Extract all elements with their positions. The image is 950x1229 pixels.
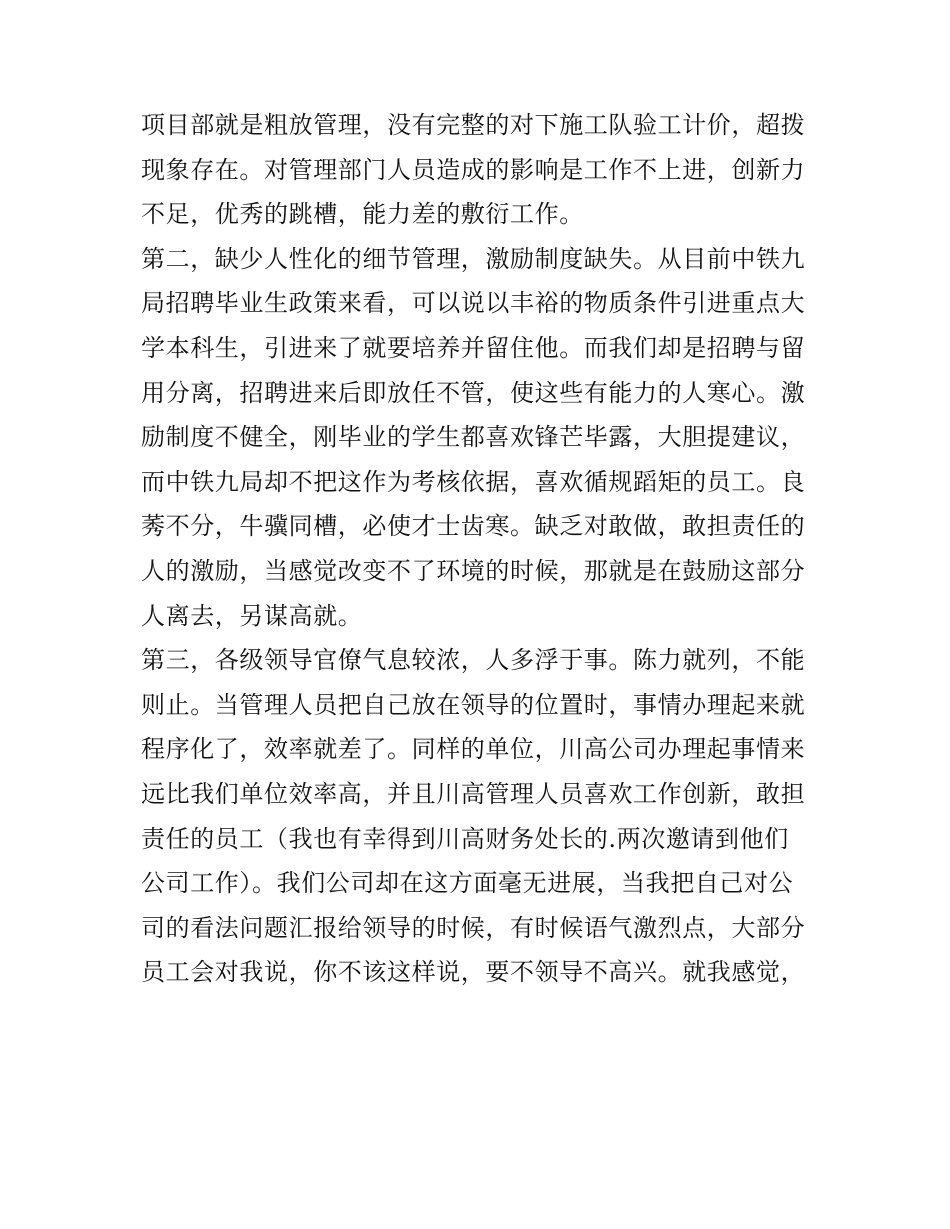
text-line-19: 司的看法问题汇报给领导的时候，有时候语气激烈点，大部分	[141, 913, 806, 942]
text-line-5: 局招聘毕业生政策来看，可以说以丰裕的物质条件引进重点大	[141, 289, 806, 318]
text-line-10: 莠不分，牛骥同槽，必使才士齿寒。缺乏对敢做，敢担责任的	[141, 512, 806, 541]
text-line-15: 程序化了，效率就差了。同样的单位，川高公司办理起事情来	[141, 735, 806, 764]
text-line-1: 项目部就是粗放管理，没有完整的对下施工队验工计价，超拨	[141, 111, 806, 139]
text-line-2: 现象存在。对管理部门人员造成的影响是工作不上进，创新力	[141, 155, 806, 184]
text-line-11: 人的激励，当感觉改变不了环境的时候，那就是在鼓励这部分	[141, 556, 806, 585]
text-line-9: 而中铁九局却不把这作为考核依据，喜欢循规蹈矩的员工。良	[141, 467, 806, 496]
text-line-12: 人离去，另谋高就。	[141, 601, 363, 630]
text-line-18: 公司工作）。我们公司却在这方面毫无进展，当我把自己对公	[141, 869, 794, 898]
text-line-4: 第二，缺少人性化的细节管理，激励制度缺失。从目前中铁九	[141, 244, 806, 273]
text-line-14: 则止。当管理人员把自己放在领导的位置时，事情办理起来就	[141, 690, 806, 719]
body-text	[141, 103, 821, 995]
text-line-3: 不足，优秀的跳槽，能力差的敷衍工作。	[141, 200, 584, 229]
text-line-17: 责任的员工（我也有幸得到川高财务处长的.两次邀请到他们	[141, 824, 789, 853]
text-line-7: 用分离，招聘进来后即放任不管，使这些有能力的人寒心。激	[141, 378, 806, 407]
text-line-13: 第三，各级领导官僚气息较浓，人多浮于事。陈力就列，不能	[141, 646, 806, 675]
text-line-8: 励制度不健全，刚毕业的学生都喜欢锋芒毕露，大胆提建议，	[141, 423, 806, 452]
text-line-20: 员工会对我说，你不该这样说，要不领导不高兴。就我感觉，	[141, 958, 806, 987]
text-line-6: 学本科生，引进来了就要培养并留住他。而我们却是招聘与留	[141, 333, 806, 362]
text-line-16: 远比我们单位效率高，并且川高管理人员喜欢工作创新，敢担	[141, 779, 806, 808]
